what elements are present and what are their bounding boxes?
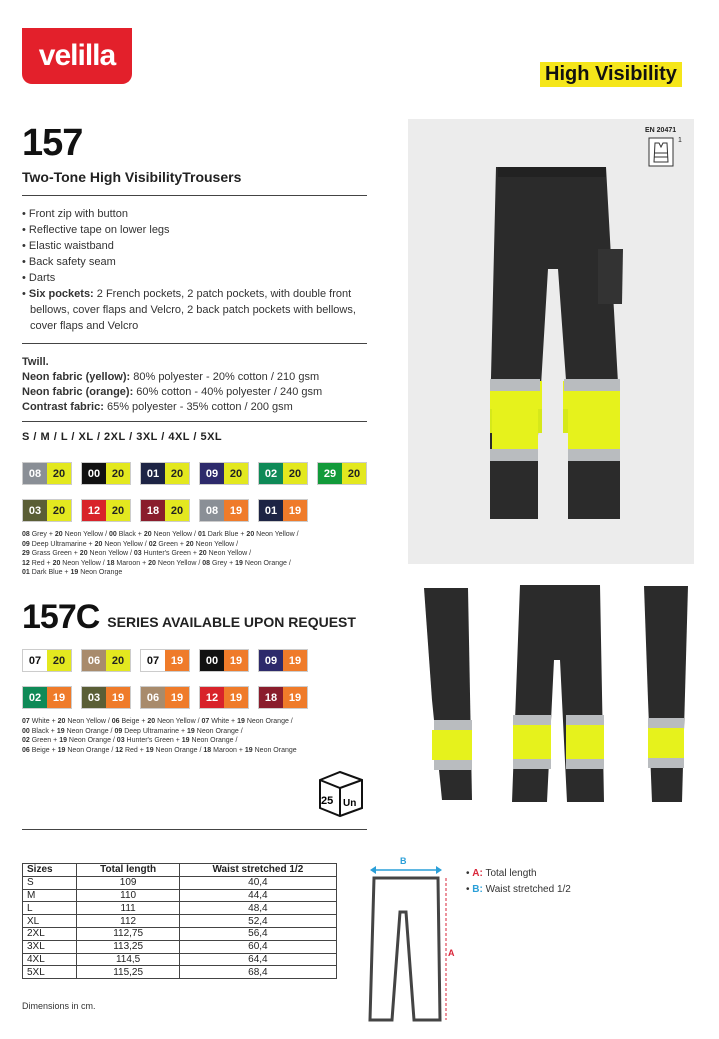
table-row bbox=[23, 902, 337, 915]
color-swatch bbox=[22, 462, 72, 485]
swatch-row bbox=[22, 686, 308, 709]
swatch-neon-color: 20 bbox=[165, 463, 189, 484]
table-cell: 109 bbox=[77, 876, 179, 889]
swatch-main-color: 18 bbox=[141, 500, 165, 521]
color-swatch bbox=[22, 649, 72, 672]
hi-vis-vest-icon bbox=[648, 137, 678, 167]
feature-item: • Darts bbox=[22, 272, 56, 284]
swatch-neon-color: 19 bbox=[224, 687, 248, 708]
swatch-neon-color: 19 bbox=[106, 687, 130, 708]
color-swatch bbox=[81, 649, 131, 672]
color-swatch bbox=[199, 686, 249, 709]
swatch-main-color: 12 bbox=[200, 687, 224, 708]
swatch-main-color: 18 bbox=[259, 687, 283, 708]
swatch-neon-color: 20 bbox=[106, 463, 130, 484]
swatch-neon-color: 20 bbox=[47, 650, 71, 671]
table-header: Sizes bbox=[23, 864, 77, 877]
swatch-neon-color: 20 bbox=[224, 463, 248, 484]
swatch-neon-color: 19 bbox=[165, 687, 189, 708]
series-title: SERIES AVAILABLE UPON REQUEST bbox=[107, 614, 356, 630]
swatch-main-color: 07 bbox=[141, 650, 165, 671]
measure-a-label: A bbox=[448, 948, 455, 958]
fabric-title: Twill. bbox=[22, 356, 49, 368]
table-cell: 111 bbox=[77, 902, 179, 915]
swatch-neon-color: 19 bbox=[283, 650, 307, 671]
swatch-main-color: 03 bbox=[23, 500, 47, 521]
color-legend bbox=[22, 717, 367, 755]
table-row bbox=[23, 940, 337, 953]
swatch-neon-color: 19 bbox=[165, 650, 189, 671]
size-table bbox=[22, 863, 337, 979]
swatch-neon-color: 20 bbox=[47, 500, 71, 521]
table-cell: 110 bbox=[77, 889, 179, 902]
table-row bbox=[23, 953, 337, 966]
swatch-row bbox=[22, 649, 308, 672]
color-swatch bbox=[317, 462, 367, 485]
table-cell: 52,4 bbox=[179, 915, 336, 928]
fabric-info bbox=[22, 355, 322, 415]
product-title: Two-Tone High VisibilityTrousers bbox=[22, 169, 242, 185]
feature-item: • Six pockets: 2 French pockets, 2 patch pockets, with double front bellows, cover flaps and Velcro, 2 back patch pockets with bellows, cover flaps and Velcro bbox=[22, 288, 356, 332]
table-row bbox=[23, 915, 337, 928]
key-b: • B: Waist stretched 1/2 bbox=[466, 884, 571, 895]
feature-item: • Elastic waistband bbox=[22, 240, 114, 252]
color-swatch bbox=[140, 462, 190, 485]
swatch-neon-color: 19 bbox=[224, 650, 248, 671]
swatch-neon-color: 20 bbox=[342, 463, 366, 484]
swatch-main-color: 01 bbox=[141, 463, 165, 484]
fabric-line: Contrast fabric: 65% polyester - 35% cotton / 200 gsm bbox=[22, 401, 293, 413]
swatch-main-color: 00 bbox=[82, 463, 106, 484]
table-cell: 4XL bbox=[23, 953, 77, 966]
table-cell: 56,4 bbox=[179, 927, 336, 940]
swatch-row bbox=[22, 462, 367, 485]
table-cell: 3XL bbox=[23, 940, 77, 953]
swatch-neon-color: 19 bbox=[47, 687, 71, 708]
divider bbox=[22, 195, 367, 196]
swatch-main-color: 29 bbox=[318, 463, 342, 484]
divider bbox=[22, 421, 367, 422]
table-cell: 44,4 bbox=[179, 889, 336, 902]
swatch-main-color: 09 bbox=[259, 650, 283, 671]
measurement-key bbox=[466, 866, 571, 898]
swatch-main-color: 06 bbox=[82, 650, 106, 671]
table-row bbox=[23, 927, 337, 940]
pack-count: 25 bbox=[321, 795, 334, 807]
swatch-main-color: 09 bbox=[200, 463, 224, 484]
color-swatch bbox=[22, 686, 72, 709]
key-a: • A: Total length bbox=[466, 868, 537, 879]
color-swatch bbox=[258, 462, 308, 485]
table-cell: 2XL bbox=[23, 927, 77, 940]
color-swatch bbox=[81, 499, 131, 522]
cert-class: 1 bbox=[678, 137, 682, 144]
table-row bbox=[23, 889, 337, 902]
measurement-diagram bbox=[360, 852, 460, 1027]
swatch-neon-color: 20 bbox=[283, 463, 307, 484]
color-swatch bbox=[199, 462, 249, 485]
table-cell: 60,4 bbox=[179, 940, 336, 953]
logo-text: velilla bbox=[38, 39, 116, 72]
table-row bbox=[23, 966, 337, 979]
cert-label: EN 20471 bbox=[645, 127, 677, 134]
swatch-neon-color: 20 bbox=[47, 463, 71, 484]
category-badge: High Visibility bbox=[540, 62, 682, 87]
series-code: 157C bbox=[22, 598, 100, 636]
legend-line: 29 Grass Green + 20 Neon Yellow / 03 Hunter's Green + 20 Neon Yellow / bbox=[22, 550, 252, 557]
swatch-neon-color: 20 bbox=[165, 500, 189, 521]
table-cell: 64,4 bbox=[179, 953, 336, 966]
table-cell: 68,4 bbox=[179, 966, 336, 979]
feature-list bbox=[22, 206, 372, 334]
swatch-neon-color: 19 bbox=[283, 500, 307, 521]
swatch-main-color: 07 bbox=[23, 650, 47, 671]
swatch-main-color: 00 bbox=[200, 650, 224, 671]
swatch-neon-color: 19 bbox=[224, 500, 248, 521]
swatch-neon-color: 19 bbox=[283, 687, 307, 708]
trousers-side-view bbox=[424, 588, 472, 800]
swatch-row bbox=[22, 499, 308, 522]
table-cell: 48,4 bbox=[179, 902, 336, 915]
table-header: Waist stretched 1/2 bbox=[179, 864, 336, 877]
legend-line: 08 Grey + 20 Neon Yellow / 00 Black + 20 Neon Yellow / 01 Dark Blue + 20 Neon Yellow / bbox=[22, 531, 299, 538]
feature-item: • Front zip with button bbox=[22, 208, 128, 220]
swatch-neon-color: 20 bbox=[106, 650, 130, 671]
swatch-main-color: 03 bbox=[82, 687, 106, 708]
trousers-front-image bbox=[408, 119, 694, 564]
color-swatch bbox=[140, 649, 190, 672]
table-cell: 40,4 bbox=[179, 876, 336, 889]
swatch-neon-color: 20 bbox=[106, 500, 130, 521]
box-icon bbox=[316, 768, 366, 820]
trousers-back-view bbox=[512, 585, 604, 802]
swatch-main-color: 02 bbox=[23, 687, 47, 708]
table-row bbox=[23, 876, 337, 889]
swatch-main-color: 01 bbox=[259, 500, 283, 521]
color-swatch bbox=[199, 499, 249, 522]
color-swatch bbox=[258, 649, 308, 672]
product-code: 157 bbox=[22, 122, 83, 164]
dimensions-note: Dimensions in cm. bbox=[22, 1001, 96, 1011]
color-legend bbox=[22, 530, 367, 578]
table-cell: 113,25 bbox=[77, 940, 179, 953]
measure-b-label: B bbox=[400, 856, 407, 866]
table-cell: 5XL bbox=[23, 966, 77, 979]
table-cell: S bbox=[23, 876, 77, 889]
product-photo-front bbox=[408, 119, 694, 564]
table-cell: 114,5 bbox=[77, 953, 179, 966]
feature-item: • Reflective tape on lower legs bbox=[22, 224, 170, 236]
color-swatch bbox=[258, 499, 308, 522]
table-cell: L bbox=[23, 902, 77, 915]
divider bbox=[22, 829, 367, 830]
swatch-main-color: 12 bbox=[82, 500, 106, 521]
color-swatch bbox=[81, 686, 131, 709]
trousers-outline-icon bbox=[370, 878, 440, 1020]
table-cell: 115,25 bbox=[77, 966, 179, 979]
swatch-main-color: 08 bbox=[23, 463, 47, 484]
pack-unit: Un bbox=[343, 798, 357, 809]
product-photo-views bbox=[412, 580, 702, 808]
color-swatch bbox=[199, 649, 249, 672]
color-swatch bbox=[22, 499, 72, 522]
legend-line: 07 White + 20 Neon Yellow / 06 Beige + 20 Neon Yellow / 07 White + 19 Neon Orange / bbox=[22, 718, 293, 725]
available-sizes: S / M / L / XL / 2XL / 3XL / 4XL / 5XL bbox=[22, 431, 223, 443]
legend-line: 12 Red + 20 Neon Yellow / 18 Maroon + 20 Neon Yellow / 08 Grey + 19 Neon Orange / bbox=[22, 559, 291, 567]
color-swatch bbox=[81, 462, 131, 485]
legend-line: 00 Black + 19 Neon Orange / 09 Deep Ultramarine + 19 Neon Orange / bbox=[22, 727, 243, 735]
fabric-line: Neon fabric (orange): 60% cotton - 40% polyester / 240 gsm bbox=[22, 386, 323, 398]
legend-line: 09 Deep Ultramarine + 20 Neon Yellow / 02 Green + 20 Neon Yellow / bbox=[22, 540, 239, 548]
swatch-main-color: 06 bbox=[141, 687, 165, 708]
table-header: Total length bbox=[77, 864, 179, 877]
swatch-main-color: 02 bbox=[259, 463, 283, 484]
legend-line: 02 Green + 19 Neon Orange / 03 Hunter's Green + 19 Neon Orange / bbox=[22, 737, 238, 744]
legend-line: 06 Beige + 19 Neon Orange / 12 Red + 19 Neon Orange / 18 Maroon + 19 Neon Orange bbox=[22, 746, 297, 754]
table-cell: 112 bbox=[77, 915, 179, 928]
trousers-side-view bbox=[644, 586, 688, 802]
color-swatch bbox=[140, 499, 190, 522]
color-swatch bbox=[140, 686, 190, 709]
swatch-main-color: 08 bbox=[200, 500, 224, 521]
table-cell: M bbox=[23, 889, 77, 902]
feature-item: • Back safety seam bbox=[22, 256, 116, 268]
table-cell: XL bbox=[23, 915, 77, 928]
color-swatch bbox=[258, 686, 308, 709]
brand-logo bbox=[22, 28, 132, 84]
divider bbox=[22, 343, 367, 344]
legend-line: 01 Dark Blue + 19 Neon Orange bbox=[22, 569, 123, 576]
fabric-line: Neon fabric (yellow): 80% polyester - 20% cotton / 210 gsm bbox=[22, 371, 320, 383]
table-cell: 112,75 bbox=[77, 927, 179, 940]
series-heading bbox=[22, 600, 356, 634]
